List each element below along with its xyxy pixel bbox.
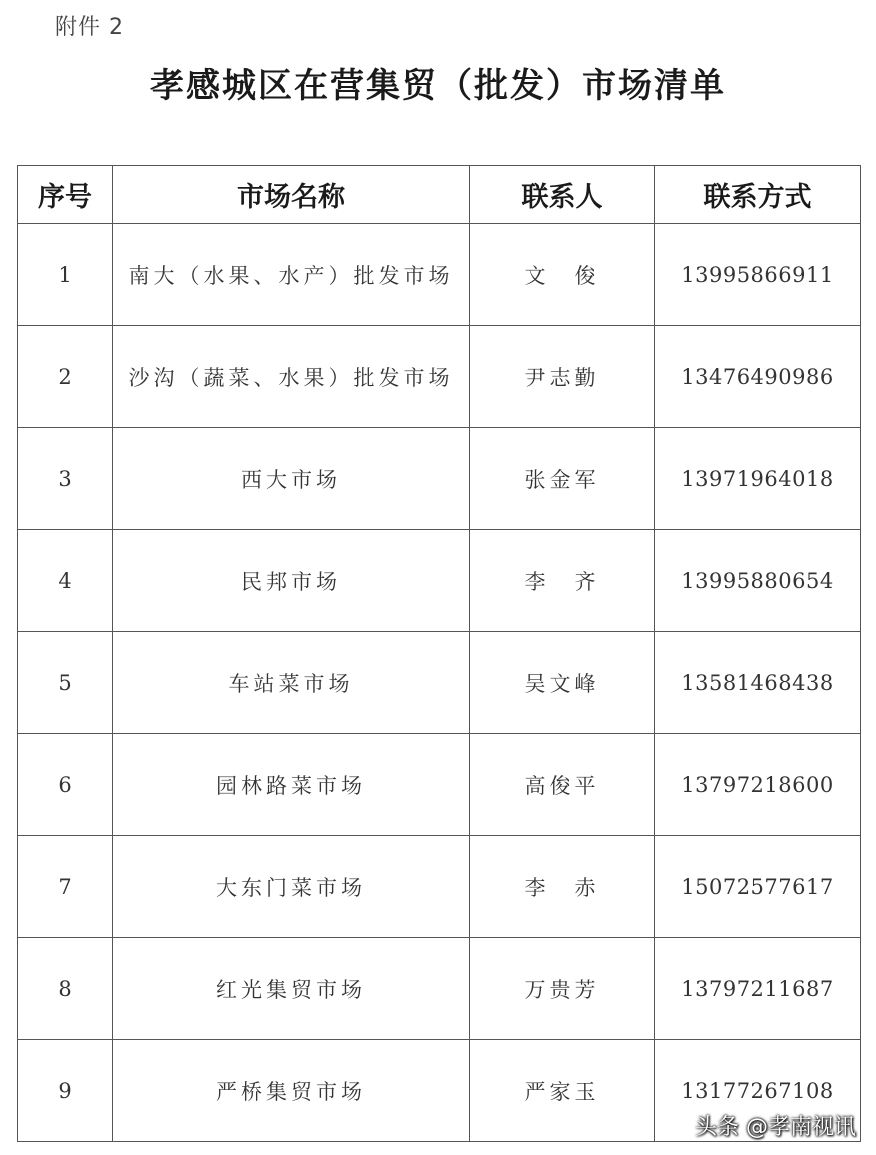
- table-row: [18, 428, 861, 530]
- document-title: 孝感城区在营集贸（批发）市场清单: [150, 66, 726, 106]
- market-list-table: [17, 165, 861, 1142]
- contact-person: 李 齐: [470, 530, 655, 632]
- contact-person: 严家玉: [470, 1040, 655, 1142]
- market-name: 大东门菜市场: [113, 836, 470, 938]
- market-name: 红光集贸市场: [113, 938, 470, 1040]
- contact-person: 万贵芳: [470, 938, 655, 1040]
- row-index: 8: [18, 938, 113, 1040]
- table-row: [18, 530, 861, 632]
- table-row: [18, 632, 861, 734]
- table-header-row: [18, 166, 861, 224]
- table-row: [18, 836, 861, 938]
- table-row: [18, 224, 861, 326]
- row-index: 9: [18, 1040, 113, 1142]
- row-index: 4: [18, 530, 113, 632]
- watermark: 头条 @孝南视讯: [695, 1115, 856, 1140]
- market-name: 车站菜市场: [113, 632, 470, 734]
- row-index: 7: [18, 836, 113, 938]
- table-row: [18, 734, 861, 836]
- market-name: 南大（水果、水产）批发市场: [113, 224, 470, 326]
- contact-phone: 13995880654: [655, 530, 861, 632]
- contact-phone: 13995866911: [655, 224, 861, 326]
- contact-phone: 13476490986: [655, 326, 861, 428]
- contact-phone: 13797211687: [655, 938, 861, 1040]
- row-index: 5: [18, 632, 113, 734]
- row-index: 1: [18, 224, 113, 326]
- row-index: 3: [18, 428, 113, 530]
- contact-phone: 13581468438: [655, 632, 861, 734]
- header-contact-phone: 联系方式: [655, 166, 861, 224]
- contact-person: 文 俊: [470, 224, 655, 326]
- row-index: 6: [18, 734, 113, 836]
- market-name: 严桥集贸市场: [113, 1040, 470, 1142]
- header-index: 序号: [18, 166, 113, 224]
- contact-person: 张金军: [470, 428, 655, 530]
- market-name: 沙沟（蔬菜、水果）批发市场: [113, 326, 470, 428]
- market-name: 西大市场: [113, 428, 470, 530]
- market-name: 园林路菜市场: [113, 734, 470, 836]
- attachment-label: 附件 2: [55, 15, 124, 40]
- header-market-name: 市场名称: [113, 166, 470, 224]
- contact-person: 李 赤: [470, 836, 655, 938]
- table-row: [18, 938, 861, 1040]
- contact-phone: 15072577617: [655, 836, 861, 938]
- market-name: 民邦市场: [113, 530, 470, 632]
- header-contact-person: 联系人: [470, 166, 655, 224]
- contact-person: 吴文峰: [470, 632, 655, 734]
- contact-phone: 13797218600: [655, 734, 861, 836]
- contact-person: 高俊平: [470, 734, 655, 836]
- contact-phone: 13971964018: [655, 428, 861, 530]
- contact-phone: 13177267108: [655, 1040, 861, 1142]
- row-index: 2: [18, 326, 113, 428]
- table-row: [18, 326, 861, 428]
- contact-person: 尹志勤: [470, 326, 655, 428]
